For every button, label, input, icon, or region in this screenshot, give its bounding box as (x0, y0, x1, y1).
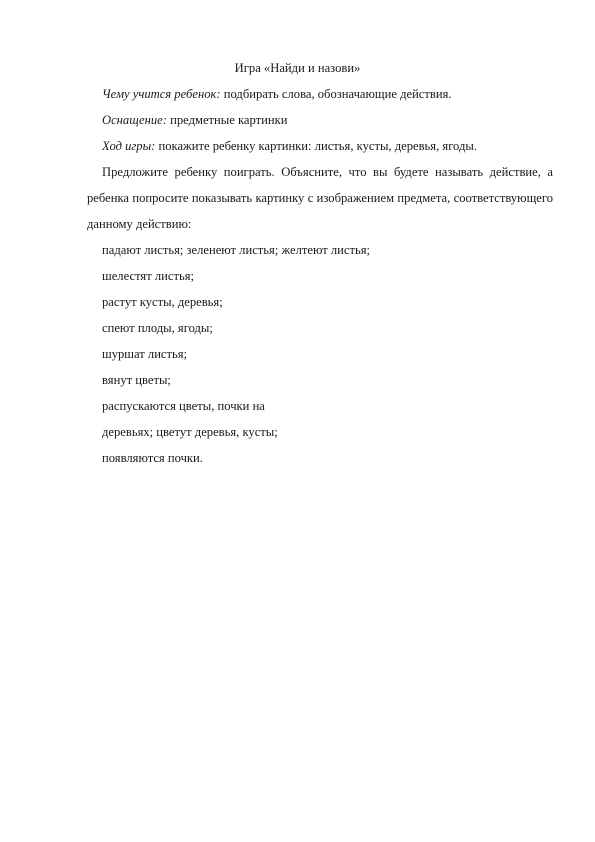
action-line: растут кусты, деревья; (102, 295, 223, 309)
equipment-label: Оснащение: (102, 113, 167, 127)
action-line: вянут цветы; (102, 373, 171, 387)
action-line: шелестят листья; (102, 269, 194, 283)
action-line: падают листья; зеленеют листья; желтеют листья; (102, 243, 371, 257)
action-line: появляются почки. (102, 451, 203, 465)
goal-line (102, 81, 452, 107)
document-title: Игра «Найди и назови» (234, 61, 361, 75)
goal-text: подбирать слова, обозначающие действия. (220, 87, 452, 101)
action-line: шуршат листья; (102, 347, 188, 361)
action-line: спеют плоды, ягоды; (102, 321, 213, 335)
action-line: распускаются цветы, почки на (102, 399, 265, 413)
procedure-label: Ход игры: (102, 139, 156, 153)
intro-paragraph: Предложите ребенку поиграть. Объясните, что вы будете называть действие, а ребенка попросите показывать картинку с изображением предмета, соответствующего данному действию: (87, 165, 553, 231)
equipment-text: предметные картинки (166, 113, 288, 127)
goal-label: Чему учится ребенок: (102, 87, 221, 101)
procedure-text: покажите ребенку картинки: листья, кусты, деревья, ягоды. (155, 139, 477, 153)
action-line: деревьях; цветут деревья, кусты; (102, 425, 278, 439)
procedure-line (102, 133, 477, 159)
equipment-line (102, 107, 287, 133)
